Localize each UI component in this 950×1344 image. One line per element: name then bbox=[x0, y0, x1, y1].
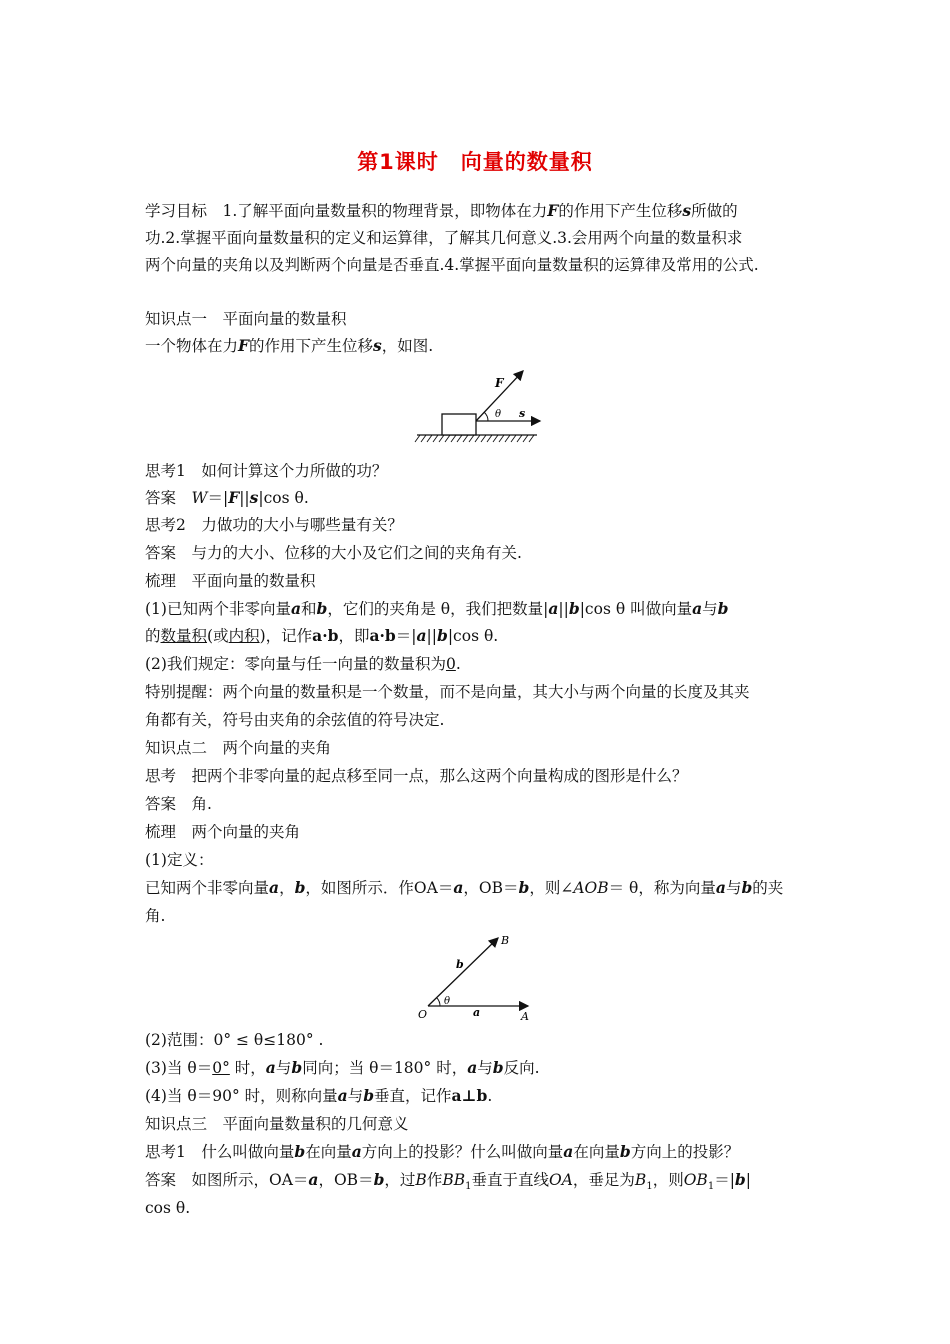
k1-summary: 梳理 平面向量的数量积 bbox=[145, 572, 316, 590]
var-F: F bbox=[228, 488, 240, 507]
label-s: s bbox=[519, 407, 526, 420]
text: 时， bbox=[229, 1059, 266, 1077]
label-B: B bbox=[501, 934, 510, 947]
text: ＝| bbox=[207, 489, 229, 507]
text: ，垂足为 bbox=[572, 1171, 635, 1189]
text: 思考1 什么叫做向量 bbox=[145, 1143, 295, 1161]
text: 与 bbox=[347, 1087, 364, 1105]
var-b: b bbox=[717, 599, 729, 618]
text: 方向上的投影？ bbox=[630, 1143, 740, 1161]
k2-definition-line-1 bbox=[145, 878, 783, 898]
var-b: b bbox=[316, 599, 328, 618]
k1-point-1-cont bbox=[145, 626, 498, 646]
var-b: b bbox=[373, 1170, 385, 1189]
text: ＝| bbox=[395, 627, 417, 645]
label-F: F bbox=[495, 376, 504, 390]
text: 方向上的投影？什么叫做向量 bbox=[361, 1143, 564, 1161]
term-dot-product: 数量积 bbox=[160, 627, 208, 645]
k3-think-1 bbox=[145, 1142, 739, 1162]
var-a: a bbox=[548, 599, 559, 618]
k1-note-line-1: 特别提醒：两个向量的数量积是一个数量，而不是向量，其大小与两个向量的长度及其夹 bbox=[145, 683, 750, 701]
objectives-line-2: 功.2.掌握平面向量数量积的定义和运算律，了解其几何意义.3.会用两个向量的数量积求 bbox=[145, 229, 743, 247]
text: ，即 bbox=[338, 627, 370, 645]
text: 所做的 bbox=[691, 202, 738, 220]
label-theta: θ bbox=[495, 409, 502, 420]
var-b: b bbox=[436, 626, 448, 645]
text: 在向量 bbox=[573, 1143, 620, 1161]
label-a: a bbox=[473, 1006, 481, 1019]
k2-definition-line-2: 角. bbox=[145, 907, 166, 925]
text: 与 bbox=[275, 1059, 292, 1077]
var-a: a bbox=[715, 878, 726, 897]
text: 作 bbox=[426, 1171, 443, 1189]
k3-answer-1-cont: cos θ. bbox=[145, 1199, 191, 1217]
text: 学习目标 1.了解平面向量数量积的物理背景，即物体在力 bbox=[145, 202, 548, 220]
var-F: F bbox=[238, 336, 250, 355]
text: || bbox=[426, 627, 437, 645]
var-a: a bbox=[467, 1058, 478, 1077]
text: . bbox=[455, 655, 461, 673]
subscript: 1 bbox=[707, 1181, 715, 1193]
text: 同向；当 θ＝180° 时， bbox=[302, 1059, 468, 1077]
var-b: b bbox=[518, 878, 530, 897]
text: 的作用下产生位移 bbox=[249, 337, 374, 355]
answer-zero-degrees: 0° bbox=[212, 1059, 230, 1077]
k2-range: (2)范围：0° ≤ θ≤180° . bbox=[145, 1031, 324, 1049]
k2-summary: 梳理 两个向量的夹角 bbox=[145, 823, 301, 841]
label-O: O bbox=[418, 1008, 428, 1021]
text: ，则∠ bbox=[529, 879, 574, 897]
text: |cos θ. bbox=[447, 627, 499, 645]
text: ，它们的夹角是 θ，我们把数量| bbox=[327, 600, 549, 618]
text: 答案 如图所示，OA＝ bbox=[145, 1171, 309, 1189]
line-OA: OA bbox=[549, 1171, 573, 1189]
k2-definition: (1)定义： bbox=[145, 851, 214, 869]
term-inner-product: 内积 bbox=[228, 627, 260, 645]
section-heading-2: 知识点二 两个向量的夹角 bbox=[145, 739, 332, 757]
answer-zero: 0 bbox=[445, 655, 456, 673]
var-b: b bbox=[741, 878, 753, 897]
text: )，记作 bbox=[259, 627, 313, 645]
var-a: a bbox=[308, 1170, 319, 1189]
k1-think-1: 思考1 如何计算这个力所做的功？ bbox=[145, 462, 388, 480]
text: 的作用下产生位移 bbox=[558, 202, 683, 220]
var-a: a bbox=[692, 599, 703, 618]
var-b: b bbox=[291, 1058, 303, 1077]
segment-OB1: OB bbox=[683, 1171, 708, 1189]
subscript: 1 bbox=[465, 1181, 472, 1193]
text: 答案 bbox=[145, 489, 192, 507]
text: (1)已知两个非零向量 bbox=[145, 600, 291, 618]
text: . bbox=[487, 1087, 493, 1105]
vector-angle-figure bbox=[412, 930, 542, 1022]
text: ，如图所示．作OA＝ bbox=[305, 879, 454, 897]
k2-perpendicular bbox=[145, 1086, 492, 1106]
section-heading-1: 知识点一 平面向量的数量积 bbox=[145, 310, 347, 328]
k1-point-2 bbox=[145, 654, 461, 674]
var-b: b bbox=[619, 1142, 631, 1161]
block-shape bbox=[442, 414, 476, 435]
var-s: s bbox=[249, 488, 259, 507]
text: ＝| bbox=[714, 1171, 735, 1189]
text: ， bbox=[279, 879, 295, 897]
var-a: a bbox=[337, 1086, 348, 1105]
text: (4)当 θ＝90° 时，则称向量 bbox=[145, 1087, 338, 1105]
text: | bbox=[745, 1171, 751, 1189]
text: ＝ θ，称为向量 bbox=[608, 879, 716, 897]
text: |cos θ 叫做向量 bbox=[579, 600, 693, 618]
var-a: a bbox=[563, 1142, 574, 1161]
objectives-line-3: 两个向量的夹角以及判断两个向量是否垂直.4.掌握平面向量数量积的运算律及常用的公式. bbox=[145, 256, 759, 274]
text: 与 bbox=[702, 600, 718, 618]
var-a: a bbox=[453, 878, 464, 897]
text: (3)当 θ＝ bbox=[145, 1059, 213, 1077]
text: || bbox=[239, 489, 250, 507]
text: 垂直于直线 bbox=[471, 1171, 549, 1189]
text: 的夹 bbox=[752, 879, 784, 897]
var-b: b bbox=[363, 1086, 375, 1105]
force-displacement-figure bbox=[412, 368, 542, 448]
notation-a-perp-b: a⊥b bbox=[451, 1086, 488, 1105]
var-b: b bbox=[734, 1170, 746, 1189]
k1-answer-1 bbox=[145, 488, 309, 508]
segment-BB1: BB bbox=[442, 1171, 466, 1189]
text: (2)我们规定：零向量与任一向量的数量积为 bbox=[145, 655, 446, 673]
text: ，则 bbox=[652, 1171, 684, 1189]
text: ，OB＝ bbox=[318, 1171, 374, 1189]
var-a: a bbox=[265, 1058, 276, 1077]
var-a: a bbox=[351, 1142, 362, 1161]
vector-b-arrow bbox=[428, 938, 498, 1006]
var-a: a bbox=[290, 599, 302, 618]
k1-note-line-2: 角都有关，符号由夹角的余弦值的符号决定. bbox=[145, 711, 445, 729]
label-theta: θ bbox=[444, 996, 451, 1007]
text: 的 bbox=[145, 627, 161, 645]
k2-think: 思考 把两个非零向量的起点移至同一点，那么这两个向量构成的图形是什么？ bbox=[145, 767, 688, 785]
section-heading-3: 知识点三 平面向量数量积的几何意义 bbox=[145, 1115, 409, 1133]
var-W: W bbox=[191, 489, 208, 507]
var-a: a bbox=[416, 626, 427, 645]
var-b: b bbox=[294, 878, 306, 897]
var-a: a bbox=[269, 878, 280, 897]
point-B: B bbox=[415, 1171, 427, 1189]
var-b: b bbox=[294, 1142, 306, 1161]
subscript: 1 bbox=[646, 1181, 653, 1193]
var-s: s bbox=[682, 201, 692, 220]
text: 已知两个非零向量 bbox=[145, 879, 270, 897]
k2-answer: 答案 角. bbox=[145, 795, 212, 813]
text: |cos θ. bbox=[258, 489, 309, 507]
label-b: b bbox=[456, 958, 464, 971]
text: 在向量 bbox=[305, 1143, 352, 1161]
var-s: s bbox=[373, 336, 382, 355]
text: || bbox=[558, 600, 569, 618]
text: (或 bbox=[207, 627, 229, 645]
text: 与 bbox=[477, 1059, 493, 1077]
label-A: A bbox=[521, 1010, 529, 1022]
angle-AOB: AOB bbox=[573, 879, 609, 897]
k1-think-2: 思考2 力做功的大小与哪些量有关？ bbox=[145, 516, 403, 534]
point-B1: B bbox=[634, 1171, 647, 1189]
k2-same-direction bbox=[145, 1058, 540, 1078]
text: 垂直，记作 bbox=[374, 1087, 452, 1105]
k1-intro bbox=[145, 336, 433, 356]
text: 一个物体在力 bbox=[145, 337, 239, 355]
text: ，OB＝ bbox=[463, 879, 519, 897]
text: 反向. bbox=[503, 1059, 540, 1077]
text: ，过 bbox=[384, 1171, 416, 1189]
var-b: b bbox=[568, 599, 580, 618]
objectives-line-1 bbox=[145, 201, 738, 221]
k1-point-1 bbox=[145, 599, 729, 619]
k1-answer-2: 答案 与力的大小、位移的大小及它们之间的夹角有关. bbox=[145, 544, 522, 562]
text: 与 bbox=[725, 879, 742, 897]
var-F: F bbox=[547, 201, 559, 220]
text: ，如图. bbox=[381, 337, 434, 355]
notation-a-dot-b: a·b bbox=[312, 626, 339, 645]
var-b: b bbox=[492, 1058, 504, 1077]
k3-answer-1 bbox=[145, 1170, 751, 1197]
page-title: 第1课时 向量的数量积 bbox=[357, 150, 593, 174]
notation-a-dot-b: a·b bbox=[369, 626, 396, 645]
text: 和 bbox=[301, 600, 317, 618]
